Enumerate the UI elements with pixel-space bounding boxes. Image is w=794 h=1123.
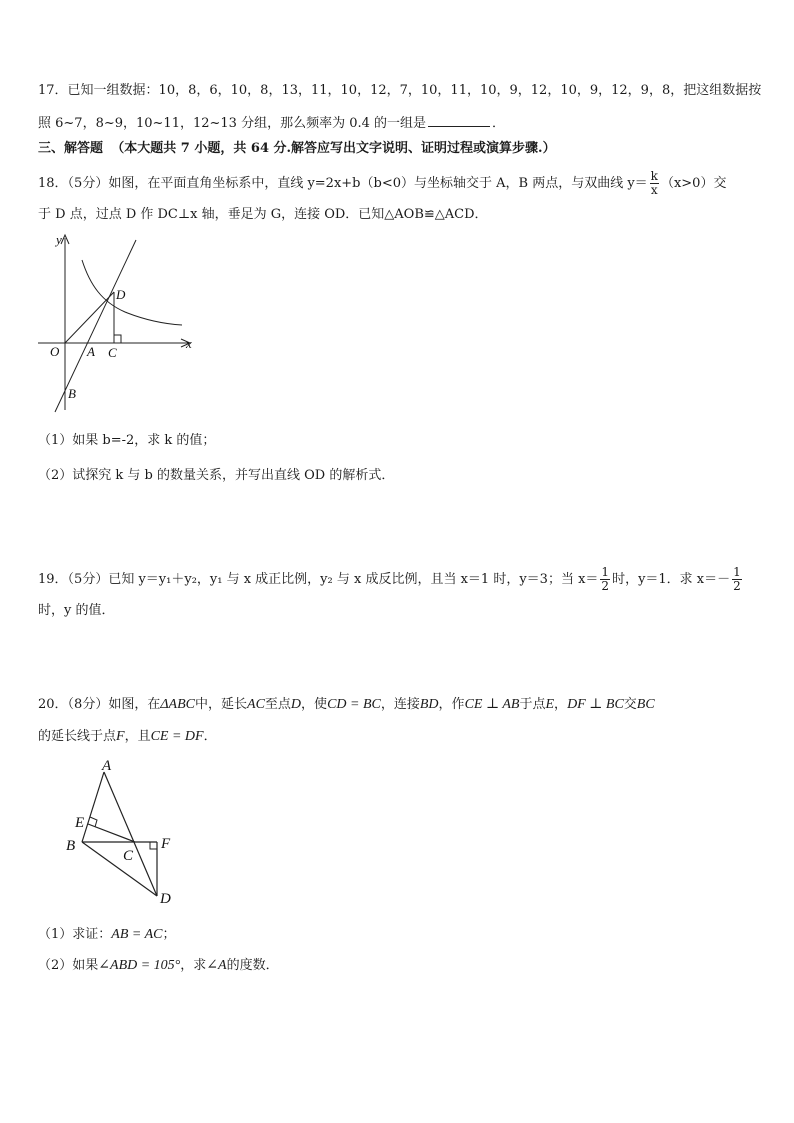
section-title: 三、解答题 xyxy=(38,141,104,156)
q20-text: ，使 xyxy=(301,697,328,712)
fraction-numerator: 1 xyxy=(601,565,610,579)
q20-part2-text: （2）如果 xyxy=(38,958,99,973)
section-note: （本大题共 7 小题，共 64 分.解答应写出文字说明、证明过程或演算步骤.） xyxy=(111,141,556,156)
fraction-one-half xyxy=(600,566,610,593)
q20-part2-text: ，求 xyxy=(180,958,207,973)
q19-line2: 时，y 的值． xyxy=(38,603,115,618)
q19-line1-mid: 时，y＝1．求 x＝－ xyxy=(612,572,731,587)
segment-od xyxy=(65,292,114,343)
q20-part1 xyxy=(38,926,175,944)
label-c: C xyxy=(108,345,117,360)
q20-text: 于点 xyxy=(519,697,546,712)
math-ce-perp-ab: CE ⊥ AB xyxy=(464,697,520,712)
math-ce-eq-df: CE = DF xyxy=(150,729,204,744)
math-df-perp-bc: DF ⊥ BC xyxy=(567,697,624,712)
q18-line1 xyxy=(38,170,726,197)
q20-text: ， xyxy=(554,697,568,712)
q20-part2-end: 的度数． xyxy=(226,958,279,973)
fraction-numerator: k xyxy=(650,169,658,183)
q18-figure xyxy=(30,230,210,415)
q18-line2: 于 D 点，过点 D 作 DC⊥x 轴，垂足为 G，连接 OD．已知△AOB≌△ACD． xyxy=(38,207,488,222)
q19-line1-text: 19．（5分）已知 y＝y₁＋y₂，y₁ 与 x 成正比例，y₂ 与 x 成反比例，且当 x＝1 时，y＝3；当 x＝ xyxy=(38,572,599,587)
hyperbola-curve xyxy=(82,260,182,325)
label-a: A xyxy=(87,344,95,359)
label-e: E xyxy=(75,815,85,831)
q20-line1 xyxy=(38,696,655,714)
q20-part1-text: （1）求证： xyxy=(38,927,112,942)
q17-line2 xyxy=(38,114,505,133)
label-d: D xyxy=(160,891,171,907)
q20-text: ，连接 xyxy=(380,697,420,712)
q19-line1 xyxy=(38,566,744,593)
q20-line2 xyxy=(38,728,217,746)
q20-text: 中，延长 xyxy=(195,697,248,712)
q20-text: 交 xyxy=(623,697,637,712)
math-triangle-abc: ΔABC xyxy=(160,697,195,712)
label-d: D xyxy=(116,287,126,302)
q20-text: ，作 xyxy=(438,697,465,712)
math-bd: BD xyxy=(419,697,439,712)
segment-ab xyxy=(82,772,104,842)
q20-part1-end: ； xyxy=(162,927,176,942)
q17-line2-end: ． xyxy=(492,116,506,131)
math-e: E xyxy=(545,697,555,712)
label-f: F xyxy=(161,836,171,852)
fraction-k-over-x xyxy=(650,170,659,197)
q17-line1: 17．已知一组数据：10，8，6，10，8，13，11，10，12，7，10，11，10，9，12，10，9，12，9，8，把这组数据按 xyxy=(38,83,762,98)
label-c: C xyxy=(123,848,134,864)
q20-text: ，且 xyxy=(124,729,151,744)
fraction-denominator: 2 xyxy=(601,579,610,593)
math-f: F xyxy=(116,729,125,744)
right-angle-mark-f xyxy=(150,842,157,849)
label-b: B xyxy=(66,838,76,854)
math-d: D xyxy=(290,697,302,712)
q20-text: 至点 xyxy=(264,697,291,712)
math-bc: BC xyxy=(636,697,655,712)
math-angle-abd: ∠ABD = 105° xyxy=(98,958,181,973)
q18-part1: （1）如果 b=-2，求 k 的值； xyxy=(38,433,216,448)
math-ab-eq-ac: AB = AC xyxy=(111,927,163,942)
q20-text: 20．（8分）如图，在 xyxy=(38,697,161,712)
section-heading xyxy=(38,140,556,158)
q17-line2-text: 照 6~7，8~9，10~11，12~13 分组，那么频率为 0.4 的一组是 xyxy=(38,116,427,131)
label-o: O xyxy=(50,344,60,359)
fraction-neg-one-half xyxy=(732,566,742,593)
q20-text: 的延长线于点 xyxy=(38,729,117,744)
fraction-numerator: 1 xyxy=(733,565,741,579)
math-angle-a: ∠A xyxy=(206,958,227,973)
answer-blank xyxy=(428,114,490,127)
fraction-denominator: 2 xyxy=(733,579,741,593)
q20-text: ． xyxy=(203,729,217,744)
math-ac: AC xyxy=(247,697,265,712)
math-cd-eq-bc: CD = BC xyxy=(327,697,381,712)
q18-line1-text: 18．（5分）如图，在平面直角坐标系中，直线 y=2x+b（b<0）与坐标轴交于 A，B 两点，与双曲线 y＝ xyxy=(38,176,648,191)
right-angle-mark xyxy=(114,335,121,343)
q18-line1-end: （x>0）交 xyxy=(660,176,727,191)
fraction-denominator: x xyxy=(650,183,658,197)
label-a: A xyxy=(102,760,112,774)
q20-part2 xyxy=(38,957,279,975)
q20-figure xyxy=(60,760,190,910)
q18-part2: （2）试探究 k 与 b 的数量关系，并写出直线 OD 的解析式． xyxy=(38,468,395,483)
label-b: B xyxy=(68,386,76,401)
x-axis-label: x xyxy=(186,336,192,351)
y-axis-label: y xyxy=(56,232,62,247)
